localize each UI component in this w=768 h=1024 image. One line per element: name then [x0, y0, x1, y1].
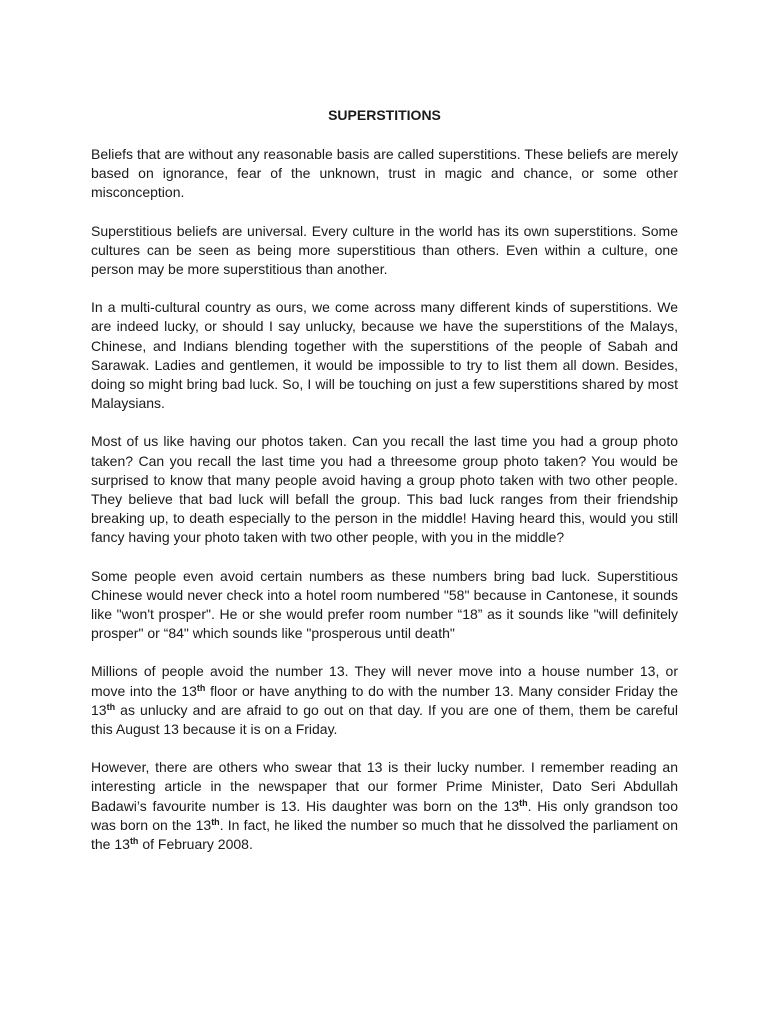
ordinal-suffix: th	[519, 797, 528, 808]
paragraph-3-text: In a multi-cultural country as ours, we come across many different kinds of superstitions. We are indeed lucky, or should I say unlucky, because we have the superstitions of the Malays, Chinese, and Indians blending together with the superstitions of the people of Sabah and Sarawak. Ladies and gentlemen, it would be impossible to try to list them all down. Besides, doing so might bring bad luck. So, I will be touching on just a few superstitions shared by most Malaysians.	[91, 299, 678, 412]
paragraph-2-text: Superstitious beliefs are universal. Every culture in the world has its own superstitions. Some cultures can be seen as being more superstitious than others. Even within a culture, one person may be more superstitious than another.	[91, 222, 678, 278]
paragraph-5-text: Some people even avoid certain numbers as these numbers bring bad luck. Superstitious Chinese would never check into a hotel room numbered "58" because in Cantonese, it sounds like "won't prosper". He or she would prefer room number “18” as it sounds like "will definitely prosper" or “84" which sounds like "prosperous until death"	[91, 567, 678, 642]
paragraph-7-text-d: of February 2008.	[138, 836, 253, 853]
ordinal-suffix: th	[106, 701, 116, 712]
ordinal-suffix: th	[211, 816, 220, 827]
paragraph-5	[91, 567, 678, 644]
paragraph-7-text-c: . In fact, he liked the number so much that he dissolved the parliament on the 13	[91, 816, 678, 853]
document-title: SUPERSTITIONS	[328, 107, 441, 123]
ordinal-suffix: th	[196, 682, 206, 693]
paragraph-1	[91, 145, 678, 203]
paragraph-4-text: Most of us like having our photos taken. Can you recall the last time you had a group photo taken? Can you recall the last time you had a threesome group photo taken? You would be surprised to know that many people avoid having a group photo taken with two other people. They believe that bad luck will befall the group. This bad luck ranges from their friendship breaking up, to death especially to the person in the middle! Having heard this, would you still fancy having your photo taken with two other people, with you in the middle?	[91, 433, 678, 546]
paragraph-1-text: Beliefs that are without any reasonable basis are called superstitions. These beliefs are merely based on ignorance, fear of the unknown, trust in magic and chance, or some other misconception.	[91, 146, 678, 201]
paragraph-6-text-a: Millions of people avoid the number 13. They will never move into a house number 13, or move into the 13	[91, 663, 678, 699]
paragraph-6-text-b: floor or have anything to do with the number 13. Many consider Friday the 13	[91, 682, 678, 718]
paragraph-3	[91, 298, 678, 413]
paragraph-7-text-b: . His only grandson too was born on the 13	[91, 797, 678, 833]
paragraph-2	[91, 222, 678, 280]
ordinal-suffix: th	[129, 836, 139, 847]
paragraph-7-text-a: However, there are others who swear that 13 is their lucky number. I remember reading an interesting article in the newspaper that our former Prime Minister, Dato Seri Abdullah Badawi’s favourite number is 13. His daughter was born on the 13	[91, 759, 678, 814]
paragraph-7	[91, 758, 678, 854]
paragraph-6-text-c: as unlucky and are afraid to go out on that day. If you are one of them, them be careful this August 13 because it is on a Friday.	[91, 701, 678, 738]
document-body	[91, 106, 678, 873]
paragraph-4	[91, 432, 678, 547]
paragraph-6	[91, 662, 678, 739]
